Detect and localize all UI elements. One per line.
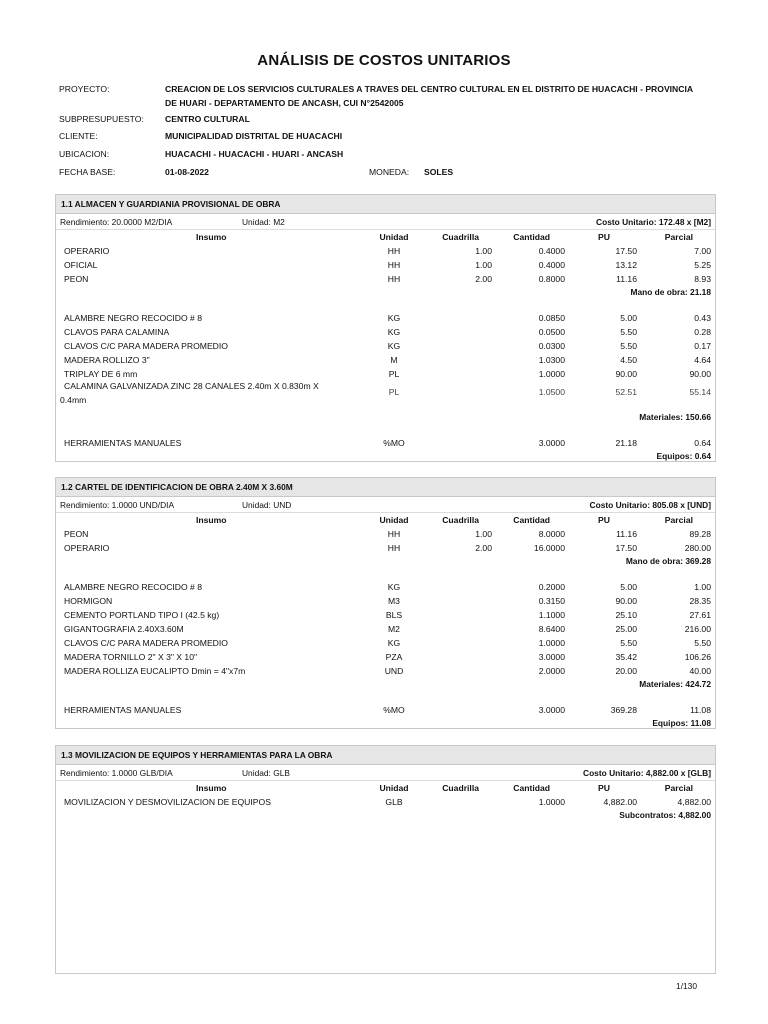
section-title: 1.3 MOVILIZACION DE EQUIPOS Y HERRAMIENTAS PARA LA OBRA: [56, 746, 715, 765]
table-row: [56, 339, 715, 353]
rendimiento: Rendimiento: 1.0000 GLB/DIA: [60, 768, 173, 778]
mano-obra-rows: [56, 244, 715, 286]
cantidad-cell: 8.6400: [538, 624, 565, 634]
cantidad-cell: 2.0000: [538, 666, 565, 676]
table-row: [56, 580, 715, 594]
table-row: [56, 608, 715, 622]
parcial-cell: 0.17: [694, 341, 711, 351]
costo-unitario: Costo Unitario: 805.08 x [UND]: [589, 500, 711, 510]
pu-cell: 17.50: [615, 246, 637, 256]
insumo-cell-cont: 0.4mm: [60, 395, 87, 405]
col-pu: PU: [598, 232, 610, 242]
col-cantidad: Cantidad: [513, 783, 550, 793]
pu-cell: 17.50: [615, 543, 637, 553]
table-row: [56, 703, 715, 717]
unidad-cell: HH: [387, 274, 401, 284]
subcontratos-rows: [56, 795, 715, 809]
proyecto-line-2: DE HUARI - DEPARTAMENTO DE ANCASH, CUI N°2542005: [165, 98, 404, 108]
col-unidad: Unidad: [379, 232, 409, 242]
col-parcial: Parcial: [664, 783, 693, 793]
table-row: [56, 436, 715, 450]
table-row: [56, 527, 715, 541]
proyecto-line-1: CREACION DE LOS SERVICIOS CULTURALES A TRAVES DEL CENTRO CULTURAL EN EL DISTRITO DE HUACACHI - PROVINCIA: [165, 84, 694, 94]
mano-obra-rows: [56, 527, 715, 555]
cantidad-cell: 16.0000: [533, 543, 565, 553]
insumo-cell: CLAVOS PARA CALAMINA: [64, 327, 170, 337]
section-meta: [56, 497, 715, 513]
equipos-total: Equipos: 11.08: [652, 718, 711, 728]
cuadrilla-cell: 1.00: [475, 529, 492, 539]
insumo-cell: ALAMBRE NEGRO RECOCIDO # 8: [64, 582, 203, 592]
cantidad-cell: 1.1000: [538, 610, 565, 620]
parcial-cell: 89.28: [689, 529, 711, 539]
materiales-rows: [56, 580, 715, 678]
table-row: [56, 325, 715, 339]
unidad-cell: %MO: [383, 438, 405, 448]
col-cuadrilla: Cuadrilla: [442, 783, 479, 793]
table-row: [56, 272, 715, 286]
col-pu: PU: [598, 515, 610, 525]
parcial-cell: 55.14: [689, 387, 711, 397]
unidad-cell: M: [390, 355, 398, 365]
unidad-cell: %MO: [383, 705, 405, 715]
cantidad-cell: 0.8000: [538, 274, 565, 284]
table-row: [56, 311, 715, 325]
cantidad-cell: 1.0000: [538, 797, 565, 807]
unidad-cell: PZA: [385, 652, 403, 662]
col-cuadrilla: Cuadrilla: [442, 515, 479, 525]
parcial-cell: 40.00: [689, 666, 711, 676]
unidad-cell: HH: [387, 260, 401, 270]
unidad: Unidad: UND: [242, 500, 292, 510]
col-cantidad: Cantidad: [513, 232, 550, 242]
parcial-cell: 1.00: [694, 582, 711, 592]
col-insumo: Insumo: [196, 783, 227, 793]
cantidad-cell: 1.0300: [538, 355, 565, 365]
table-row: [56, 664, 715, 678]
parcial-cell: 4.64: [694, 355, 711, 365]
cantidad-cell: 0.0300: [538, 341, 565, 351]
unidad-cell: BLS: [385, 610, 403, 620]
pu-cell: 11.16: [616, 529, 637, 539]
pu-cell: 369.28: [610, 705, 637, 715]
unidad-cell: KG: [387, 582, 401, 592]
section-1-2: [55, 477, 716, 729]
section-title: 1.1 ALMACEN Y GUARDIANIA PROVISIONAL DE OBRA: [56, 195, 715, 214]
cantidad-cell: 1.0500: [538, 387, 565, 397]
pu-cell: 25.10: [615, 610, 637, 620]
table-row: [56, 244, 715, 258]
unidad-cell: GLB: [385, 797, 403, 807]
parcial-cell: 0.64: [694, 438, 711, 448]
pu-cell: 13.12: [615, 260, 637, 270]
equipos-rows: [56, 703, 715, 717]
costo-unitario: Costo Unitario: 172.48 x [M2]: [596, 217, 711, 227]
unidad-cell: KG: [387, 313, 401, 323]
unidad-cell: M3: [388, 596, 400, 606]
pu-cell: 20.00: [615, 666, 637, 676]
parcial-cell: 106.26: [684, 652, 711, 662]
parcial-cell: 280.00: [684, 543, 711, 553]
insumo-cell: CEMENTO PORTLAND TIPO I (42.5 kg): [64, 610, 220, 620]
table-row: [56, 636, 715, 650]
table-row: [56, 367, 715, 381]
page-number: 1/130: [676, 981, 697, 991]
mano-obra-total: Mano de obra: 21.18: [630, 287, 711, 297]
rendimiento: Rendimiento: 1.0000 UND/DIA: [60, 500, 175, 510]
cantidad-cell: 3.0000: [538, 652, 565, 662]
costo-unitario: Costo Unitario: 4,882.00 x [GLB]: [583, 768, 711, 778]
parcial-cell: 5.25: [694, 260, 711, 270]
insumo-cell: OPERARIO: [64, 543, 110, 553]
pu-cell: 11.16: [616, 274, 637, 284]
cantidad-cell: 3.0000: [538, 705, 565, 715]
section-1-1: [55, 194, 716, 462]
table-row: [56, 258, 715, 272]
column-header-row: [56, 781, 715, 795]
ubicacion-value: HUACACHI - HUACACHI - HUARI - ANCASH: [165, 149, 344, 159]
insumo-cell: MOVILIZACION Y DESMOVILIZACION DE EQUIPOS: [64, 797, 271, 807]
cliente-value: MUNICIPALIDAD DISTRITAL DE HUACACHI: [165, 131, 343, 141]
insumo-cell: CALAMINA GALVANIZADA ZINC 28 CANALES 2.40m X 0.830m X: [64, 381, 319, 391]
cuadrilla-cell: 2.00: [475, 543, 492, 553]
unidad-cell: KG: [387, 341, 401, 351]
materiales-rows: [56, 311, 715, 381]
rendimiento: Rendimiento: 20.0000 M2/DIA: [60, 217, 173, 227]
parcial-cell: 11.08: [690, 705, 711, 715]
insumo-cell: HERRAMIENTAS MANUALES: [64, 705, 182, 715]
insumo-cell: MADERA ROLLIZO 3": [64, 355, 150, 365]
unidad: Unidad: M2: [242, 217, 285, 227]
pu-cell: 4.50: [620, 355, 637, 365]
pu-cell: 52.51: [615, 387, 637, 397]
cantidad-cell: 0.0850: [538, 313, 565, 323]
pu-cell: 5.50: [620, 638, 637, 648]
insumo-cell: GIGANTOGRAFIA 2.40X3.60M: [64, 624, 184, 634]
materiales-total: Materiales: 424.72: [639, 679, 711, 689]
fecha-base-value: 01-08-2022: [165, 167, 209, 177]
unidad-cell: HH: [387, 543, 401, 553]
mano-obra-total: Mano de obra: 369.28: [625, 556, 711, 566]
materiales-total: Materiales: 150.66: [639, 412, 711, 422]
cantidad-cell: 0.4000: [538, 260, 565, 270]
section-meta: [56, 765, 715, 781]
insumo-cell: PEON: [64, 274, 89, 284]
subpresupuesto-label: SUBPRESUPUESTO:: [59, 114, 144, 124]
pu-cell: 90.00: [615, 596, 637, 606]
table-row: [56, 381, 715, 407]
pu-cell: 5.00: [620, 582, 637, 592]
pu-cell: 90.00: [615, 369, 637, 379]
proyecto-label: PROYECTO:: [59, 84, 110, 94]
insumo-cell: OFICIAL: [64, 260, 98, 270]
insumo-cell: PEON: [64, 529, 89, 539]
ubicacion-label: UBICACION:: [59, 149, 110, 159]
cantidad-cell: 0.3150: [538, 596, 565, 606]
col-insumo: Insumo: [196, 515, 227, 525]
cuadrilla-cell: 1.00: [475, 246, 492, 256]
parcial-cell: 8.93: [694, 274, 711, 284]
insumo-cell: CLAVOS C/C PARA MADERA PROMEDIO: [64, 341, 228, 351]
insumo-cell: HERRAMIENTAS MANUALES: [64, 438, 182, 448]
pu-cell: 25.00: [615, 624, 637, 634]
cantidad-cell: 0.2000: [538, 582, 565, 592]
pu-cell: 5.50: [620, 327, 637, 337]
section-1-3: [55, 745, 716, 974]
unidad-cell: UND: [384, 666, 404, 676]
equipos-total: Equipos: 0.64: [656, 451, 711, 461]
parcial-cell: 7.00: [694, 246, 711, 256]
insumo-cell: MADERA TORNILLO 2" X 3" X 10": [64, 652, 198, 662]
table-row: [56, 795, 715, 809]
insumo-cell: HORMIGON: [64, 596, 113, 606]
cuadrilla-cell: 1.00: [475, 260, 492, 270]
unidad-cell: PL: [388, 369, 400, 379]
page-title: ANÁLISIS DE COSTOS UNITARIOS: [257, 52, 511, 69]
pu-cell: 35.42: [615, 652, 637, 662]
unidad-cell: PL: [388, 387, 400, 397]
col-cuadrilla: Cuadrilla: [442, 232, 479, 242]
subcontratos-total: Subcontratos: 4,882.00: [619, 810, 711, 820]
col-parcial: Parcial: [664, 232, 693, 242]
cantidad-cell: 1.0000: [538, 369, 565, 379]
pu-cell: 4,882.00: [603, 797, 637, 807]
table-row: [56, 594, 715, 608]
moneda-label: MONEDA:: [369, 167, 410, 177]
col-pu: PU: [598, 783, 610, 793]
parcial-cell: 216.00: [684, 624, 711, 634]
cantidad-cell: 3.0000: [538, 438, 565, 448]
table-row: [56, 541, 715, 555]
insumo-cell: OPERARIO: [64, 246, 110, 256]
moneda-value: SOLES: [424, 167, 454, 177]
unidad-cell: KG: [387, 638, 401, 648]
cantidad-cell: 8.0000: [538, 529, 565, 539]
insumo-cell: CLAVOS C/C PARA MADERA PROMEDIO: [64, 638, 228, 648]
parcial-cell: 0.28: [694, 327, 711, 337]
column-header-row: [56, 513, 715, 527]
col-insumo: Insumo: [196, 232, 227, 242]
section-meta: [56, 214, 715, 230]
insumo-cell: TRIPLAY DE 6 mm: [64, 369, 138, 379]
cantidad-cell: 0.4000: [538, 246, 565, 256]
parcial-cell: 4,882.00: [677, 797, 711, 807]
parcial-cell: 90.00: [689, 369, 711, 379]
cliente-label: CLIENTE:: [59, 131, 98, 141]
column-header-row: [56, 230, 715, 244]
pu-cell: 5.50: [620, 341, 637, 351]
table-row: [56, 622, 715, 636]
col-unidad: Unidad: [379, 783, 409, 793]
parcial-cell: 27.61: [689, 610, 711, 620]
unidad-cell: M2: [388, 624, 400, 634]
table-row: [56, 650, 715, 664]
insumo-cell: MADERA ROLLIZA EUCALIPTO Dmin = 4"x7m: [64, 666, 246, 676]
cuadrilla-cell: 2.00: [475, 274, 492, 284]
subpresupuesto-value: CENTRO CULTURAL: [165, 114, 250, 124]
col-unidad: Unidad: [379, 515, 409, 525]
fecha-base-label: FECHA BASE:: [59, 167, 116, 177]
section-title: 1.2 CARTEL DE IDENTIFICACION DE OBRA 2.40M X 3.60M: [56, 478, 715, 497]
cantidad-cell: 0.0500: [538, 327, 565, 337]
equipos-rows: [56, 436, 715, 450]
unidad-cell: KG: [387, 327, 401, 337]
parcial-cell: 0.43: [694, 313, 711, 323]
unidad-cell: HH: [387, 246, 401, 256]
parcial-cell: 5.50: [694, 638, 711, 648]
pu-cell: 5.00: [620, 313, 637, 323]
parcial-cell: 28.35: [689, 596, 711, 606]
unidad: Unidad: GLB: [242, 768, 290, 778]
col-parcial: Parcial: [664, 515, 693, 525]
unidad-cell: HH: [387, 529, 401, 539]
table-row: [56, 353, 715, 367]
insumo-cell: ALAMBRE NEGRO RECOCIDO # 8: [64, 313, 203, 323]
cantidad-cell: 1.0000: [538, 638, 565, 648]
pu-cell: 21.18: [615, 438, 637, 448]
col-cantidad: Cantidad: [513, 515, 550, 525]
